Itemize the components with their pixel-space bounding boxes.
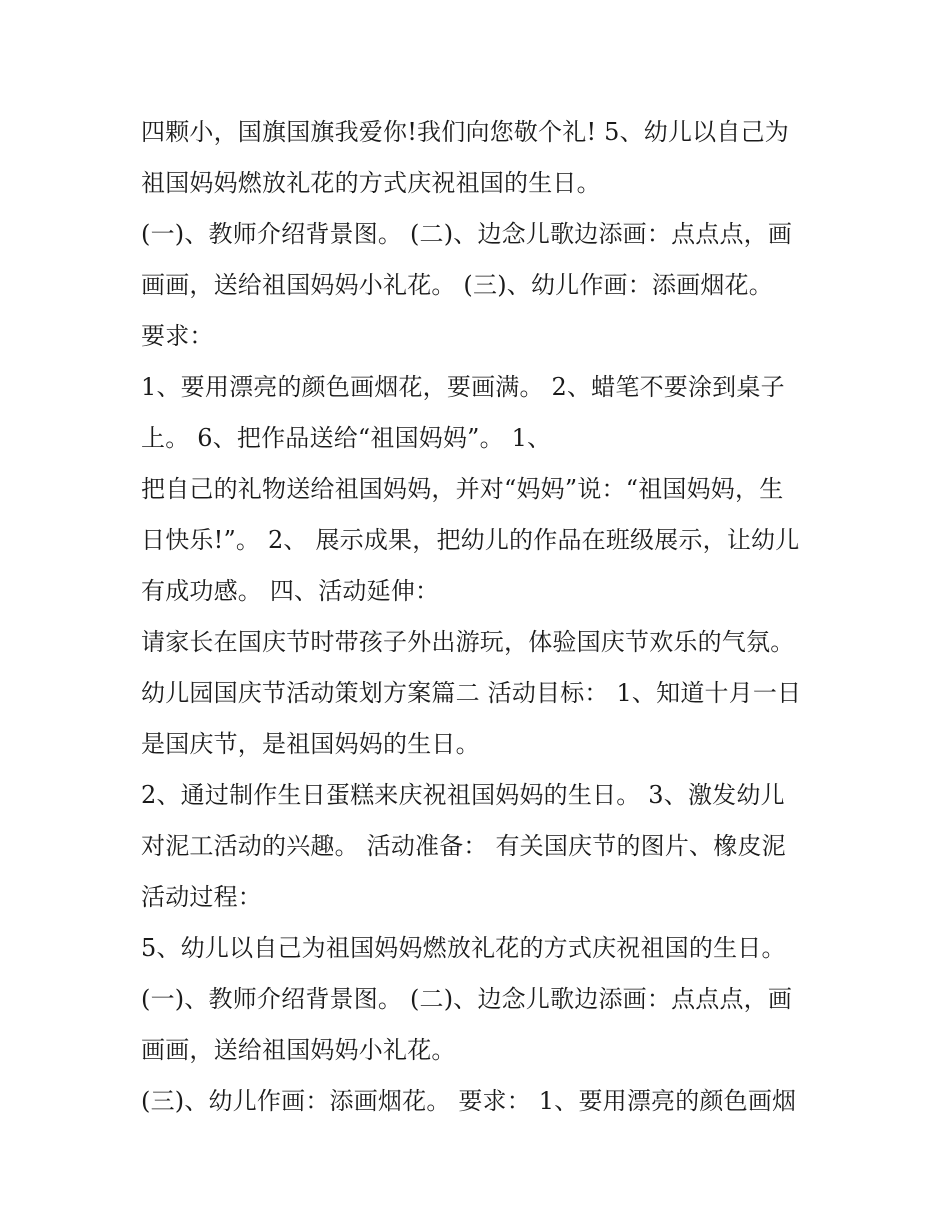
text-line: 把自己的礼物送给祖国妈妈，并对“妈妈”说：“祖国妈妈，生 [141,475,784,503]
body-text [141,107,821,1127]
text-line: 画画，送给祖国妈妈小礼花。 [141,1036,456,1064]
text-line: 上。 6、把作品送给“祖国妈妈”。 1、 [141,424,552,452]
text-line: 有成功感。 四、活动延伸： [141,577,440,605]
text-line: 活动过程： [141,883,262,911]
text-line: 1、要用漂亮的颜色画烟花，要画满。 2、蜡笔不要涂到桌子 [141,373,785,401]
text-line: 5、幼儿以自己为祖国妈妈燃放礼花的方式庆祝祖国的生日。 [141,934,786,962]
text-line: 请家长在国庆节时带孩子外出游玩，体验国庆节欢乐的气氛。 [141,628,795,656]
text-line: 祖国妈妈燃放礼花的方式庆祝祖国的生日。 [141,169,601,197]
text-line: 2、通过制作生日蛋糕来庆祝祖国妈妈的生日。 3、激发幼儿 [141,781,785,809]
text-line: 对泥工活动的兴趣。 活动准备： 有关国庆节的图片、橡皮泥 [141,832,786,860]
text-line: (一)、教师介绍背景图。 (二)、边念儿歌边添画：点点点，画 [141,220,793,248]
text-line: (三)、幼儿作画：添画烟花。 要求： 1、要用漂亮的颜色画烟 [141,1087,797,1115]
text-line: 是国庆节，是祖国妈妈的生日。 [141,730,480,758]
text-line: 日快乐!”。 2、 展示成果，把幼儿的作品在班级展示，让幼儿 [141,526,800,554]
text-line: (一)、教师介绍背景图。 (二)、边念儿歌边添画：点点点，画 [141,985,793,1013]
text-line: 要求： [141,322,214,350]
text-line: 画画，送给祖国妈妈小礼花。 (三)、幼儿作画：添画烟花。 [141,271,773,299]
text-line: 幼儿园国庆节活动策划方案篇二 活动目标： 1、知道十月一日 [141,679,802,707]
text-line: 四颗小，国旗国旗我爱你!我们向您敬个礼! 5、幼儿以自己为 [141,118,789,146]
